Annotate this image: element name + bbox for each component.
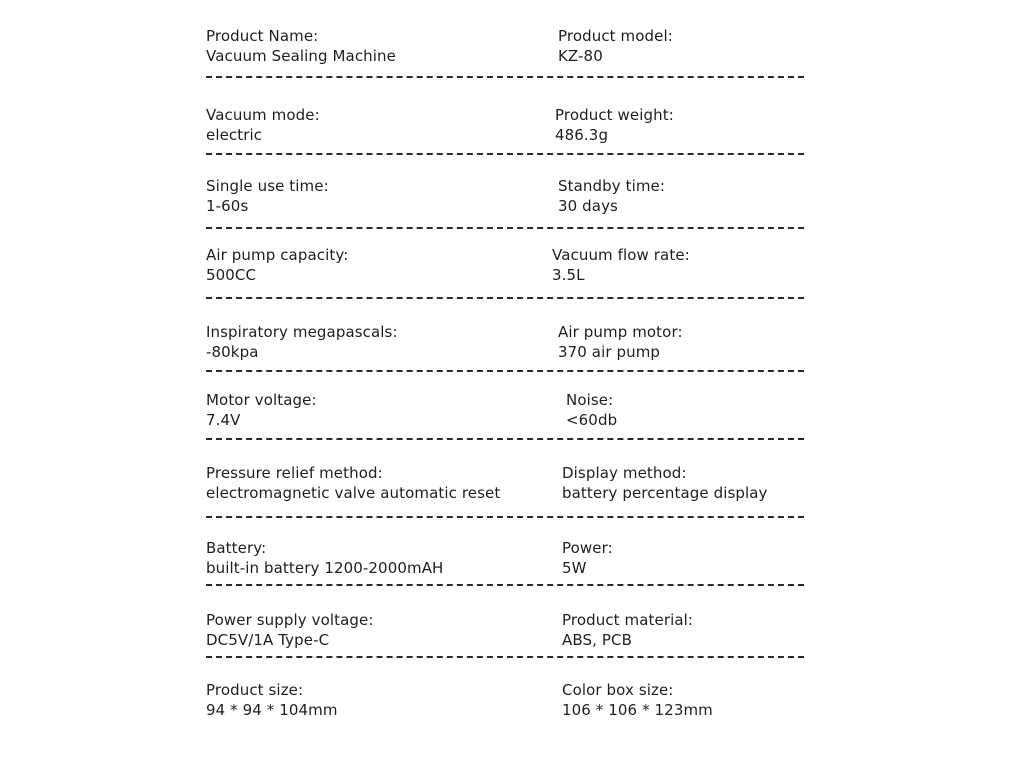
spec-value: electromagnetic valve automatic reset [206,484,501,502]
spec-value: -80kpa [206,343,259,361]
spec-power-supply-voltage [206,610,374,650]
dashed-divider [206,656,804,658]
spec-vacuum-flow-rate [552,245,690,285]
spec-value: 370 air pump [558,343,661,361]
spec-value: 94 * 94 * 104mm [206,701,338,719]
dashed-divider [206,227,804,229]
dashed-divider [206,153,804,155]
spec-label: Noise: [566,391,614,409]
spec-value: ABS, PCB [562,631,632,649]
spec-battery [206,538,443,578]
spec-label: Product Name: [206,27,319,45]
spec-noise [566,390,617,430]
spec-label: Power: [562,539,613,557]
spec-value: 500CC [206,266,257,284]
dashed-divider [206,76,804,78]
spec-value: KZ-80 [558,47,603,65]
spec-color-box-size [562,680,713,720]
spec-label: Pressure relief method: [206,464,383,482]
dashed-divider [206,584,804,586]
spec-product-material [562,610,693,650]
spec-value: DC5V/1A Type-C [206,631,330,649]
spec-label: Air pump capacity: [206,246,349,264]
spec-air-pump-motor [558,322,683,362]
spec-standby-time [558,176,665,216]
spec-inspiratory-megapascals [206,322,398,362]
spec-value: 5W [562,559,587,577]
spec-air-pump-capacity [206,245,348,285]
spec-motor-voltage [206,390,317,430]
dashed-divider [206,370,804,372]
spec-vacuum-mode [206,105,320,145]
spec-label: Vacuum mode: [206,106,320,124]
spec-label: Air pump motor: [558,323,683,341]
spec-product-weight [555,105,674,145]
spec-label: Product size: [206,681,304,699]
spec-value: 3.5L [552,266,585,284]
spec-label: Product weight: [555,106,674,124]
spec-value: 1-60s [206,197,249,215]
spec-single-use-time [206,176,329,216]
dashed-divider [206,438,804,440]
spec-label: Vacuum flow rate: [552,246,690,264]
spec-product-model [558,26,673,66]
spec-power [562,538,613,578]
spec-label: Inspiratory megapascals: [206,323,398,341]
spec-value: 30 days [558,197,618,215]
spec-label: Display method: [562,464,687,482]
spec-value: 7.4V [206,411,241,429]
dashed-divider [206,297,804,299]
spec-label: Power supply voltage: [206,611,374,629]
spec-value: Vacuum Sealing Machine [206,47,396,65]
spec-product-name [206,26,396,66]
spec-label: Motor voltage: [206,391,317,409]
spec-value: battery percentage display [562,484,768,502]
spec-label: Color box size: [562,681,674,699]
spec-label: Product material: [562,611,694,629]
spec-display-method [562,463,768,503]
spec-label: Single use time: [206,177,329,195]
spec-label: Standby time: [558,177,666,195]
spec-value: <60db [566,411,618,429]
spec-value: 486.3g [555,126,609,144]
spec-label: Battery: [206,539,267,557]
spec-pressure-relief-method [206,463,500,503]
dashed-divider [206,516,804,518]
spec-value: electric [206,126,263,144]
spec-product-size [206,680,338,720]
spec-value: 106 * 106 * 123mm [562,701,713,719]
spec-label: Product model: [558,27,673,45]
spec-value: built-in battery 1200-2000mAH [206,559,444,577]
